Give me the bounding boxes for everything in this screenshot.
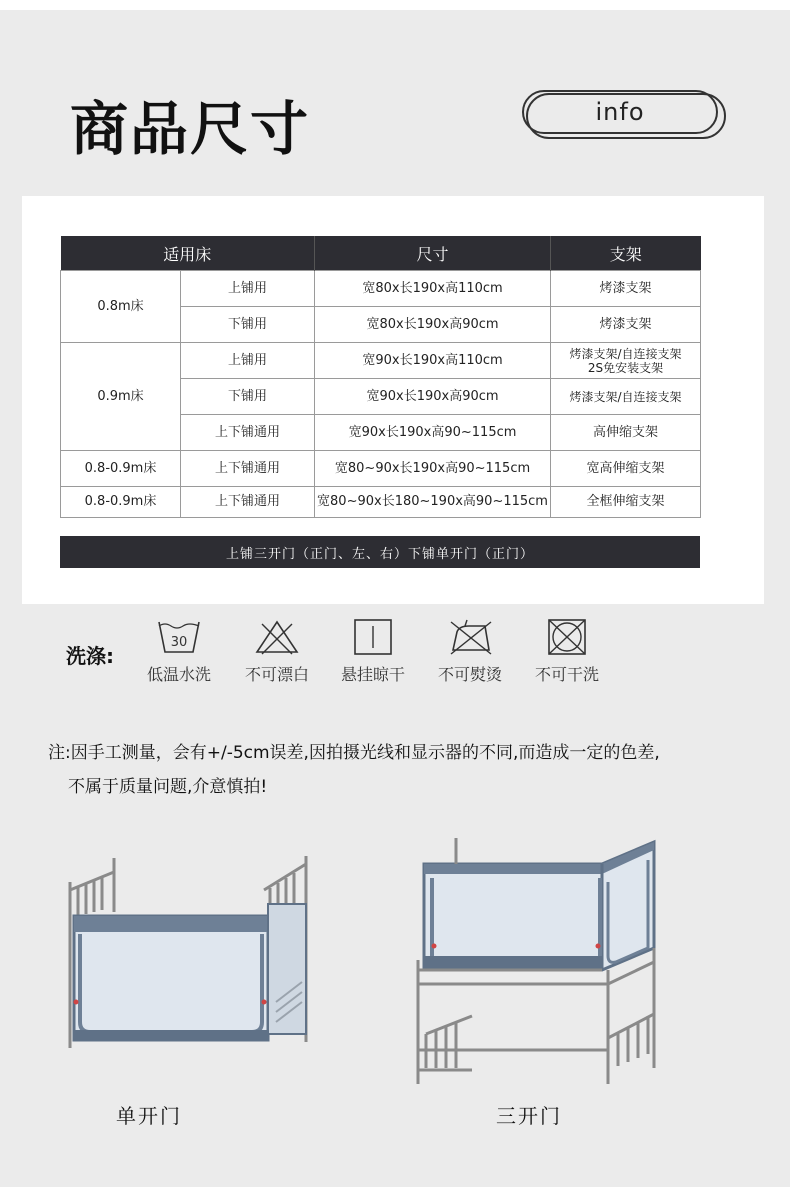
- wash-tub-icon: [156, 618, 202, 656]
- bunk-cell: 上下铺通用: [181, 487, 315, 518]
- care-item-no-iron: [425, 618, 515, 685]
- care-caption: 不可熨烫: [437, 665, 502, 684]
- care-item-hang-dry: [328, 618, 418, 685]
- size-cell: 宽80~90x长190x高90~115cm: [315, 451, 551, 487]
- bunk-cell: 上下铺通用: [181, 451, 315, 487]
- header-frame: 支架: [551, 236, 701, 271]
- frame-cell: 烤漆支架: [551, 271, 701, 307]
- bunk-cell: 下铺用: [181, 379, 315, 415]
- frame-line: 烤漆支架/自连接支架: [569, 346, 682, 361]
- bed-cell: 0.8-0.9m床: [61, 451, 181, 487]
- bunk-cell: 上下铺通用: [181, 415, 315, 451]
- size-cell: 宽90x长190x高110cm: [315, 343, 551, 379]
- frame-line: 2S免安装支架: [587, 360, 664, 375]
- single-door-caption: 单开门: [116, 1104, 182, 1128]
- single-door-bed-image: [62, 852, 312, 1052]
- size-table-card: [22, 196, 764, 604]
- frame-cell: 宽高伸缩支架: [551, 451, 701, 487]
- page-title: 商品尺寸: [70, 95, 311, 163]
- wash-label: 洗涤:: [66, 644, 114, 668]
- table-row: [61, 487, 701, 518]
- no-iron-icon: [445, 618, 495, 656]
- top-strip: [0, 0, 790, 10]
- header-size: 尺寸: [315, 236, 551, 271]
- info-badge-label: info: [522, 90, 718, 134]
- size-cell: 宽80x长190x高110cm: [315, 271, 551, 307]
- care-caption: 悬挂晾干: [340, 665, 405, 684]
- svg-text:30: 30: [170, 635, 188, 650]
- size-cell: 宽90x长190x高90~115cm: [315, 415, 551, 451]
- table-row: [61, 451, 701, 487]
- note-line: 不属于质量问题,介意慎拍!: [68, 777, 268, 797]
- bunk-cell: 下铺用: [181, 307, 315, 343]
- info-badge: [522, 90, 728, 142]
- care-item-low-temp-wash: [134, 618, 224, 685]
- table-header-row: [61, 236, 701, 271]
- note-line: 注:因手工测量，会有+/-5cm误差,因拍摄光线和显示器的不同,而造成一定的色差,: [48, 743, 660, 763]
- frame-cell: 烤漆支架/自连接支架: [551, 379, 701, 415]
- care-item-no-dry-clean: [522, 618, 612, 685]
- frame-cell: 高伸缩支架: [551, 415, 701, 451]
- size-cell: 宽80x长190x高90cm: [315, 307, 551, 343]
- bed-cell: 0.8m床: [61, 271, 181, 343]
- bed-cell: 0.9m床: [61, 343, 181, 451]
- no-bleach-icon: [254, 618, 300, 656]
- frame-cell: 全框伸缩支架: [551, 487, 701, 518]
- size-cell: 宽80~90x长180~190x高90~115cm: [315, 487, 551, 518]
- three-door-caption: 三开门: [496, 1104, 562, 1128]
- size-cell: 宽90x长190x高90cm: [315, 379, 551, 415]
- disclaimer-note: [48, 736, 768, 804]
- hang-dry-icon: [350, 618, 396, 656]
- bunk-cell: 上铺用: [181, 271, 315, 307]
- header-bed: 适用床: [61, 236, 315, 271]
- care-item-no-bleach: [232, 618, 322, 685]
- no-dry-clean-icon: [544, 618, 590, 656]
- bunk-cell: 上铺用: [181, 343, 315, 379]
- frame-cell: 烤漆支架: [551, 307, 701, 343]
- care-caption: 不可漂白: [244, 665, 309, 684]
- table-row: [61, 271, 701, 307]
- bed-cell: 0.8-0.9m床: [61, 487, 181, 518]
- table-row: [61, 343, 701, 379]
- door-note-bar: 上铺三开门（正门、左、右）下铺单开门（正门）: [60, 536, 700, 568]
- care-caption: 低温水洗: [146, 665, 211, 684]
- frame-cell: [551, 343, 701, 379]
- three-door-bed-image: [412, 838, 668, 1088]
- care-caption: 不可干洗: [534, 665, 599, 684]
- size-table: [60, 236, 701, 518]
- bottom-strip: [0, 1187, 790, 1195]
